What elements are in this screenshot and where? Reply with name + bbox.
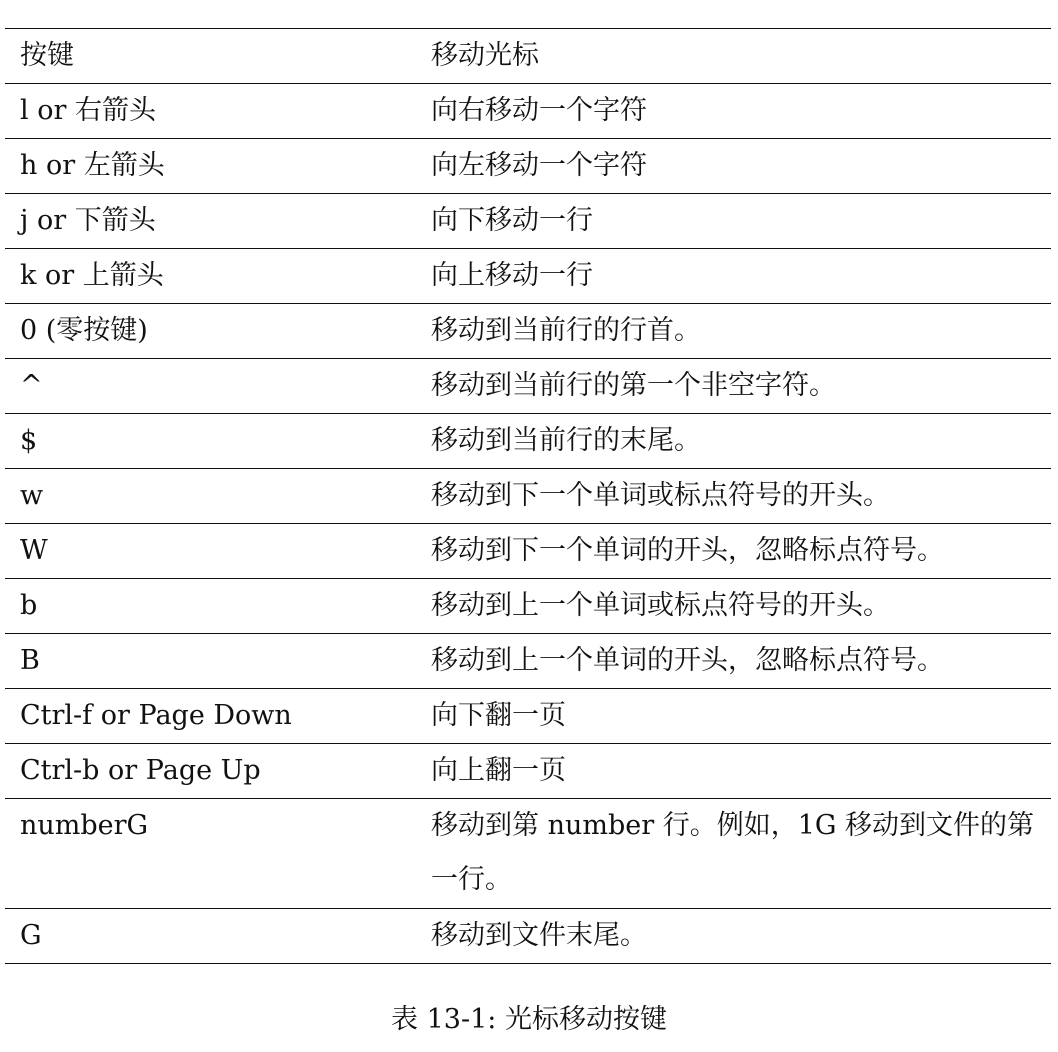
action-cell: 移动到上一个单词或标点符号的开头。 [431,590,890,621]
key-cell: j or 下箭头 [20,205,156,236]
table-row [5,84,1051,139]
action-cell: 向上翻一页 [431,755,566,786]
action-cell: 移动到当前行的第一个非空字符。 [431,370,836,401]
key-cell: $ [20,425,38,456]
key-cell: W [20,535,48,566]
cursor-movement-table [5,28,1051,964]
key-cell: Ctrl-f or Page Down [20,700,292,731]
action-cell: 移动到上一个单词的开头，忽略标点符号。 [431,645,944,676]
table-caption: 表 13-1: 光标移动按键 [391,1004,667,1035]
table-row [5,909,1051,964]
action-cell: 向左移动一个字符 [431,150,647,181]
action-cell: 向下翻一页 [431,700,566,731]
table-row [5,249,1051,304]
action-cell: 移动到下一个单词或标点符号的开头。 [431,480,890,511]
header-action: 移动光标 [431,40,539,71]
key-cell: b [20,590,38,621]
key-cell: k or 上箭头 [20,260,164,291]
table-row [5,799,1051,909]
table-row [5,304,1051,359]
table-row [5,414,1051,469]
key-cell: numberG [20,810,149,841]
table-row [5,359,1051,414]
key-cell: Ctrl-b or Page Up [20,755,261,786]
key-cell: G [20,920,42,951]
key-cell: w [20,480,44,511]
action-cell: 向上移动一行 [431,260,593,291]
table-row [5,744,1051,799]
table-row [5,139,1051,194]
key-cell: ^ [20,370,43,401]
action-cell: 向右移动一个字符 [431,95,647,126]
cursor-movement-table-container [5,28,1051,964]
table-row [5,634,1051,689]
key-cell: h or 左箭头 [20,150,165,181]
action-cell: 移动到下一个单词的开头，忽略标点符号。 [431,535,944,566]
action-cell: 移动到当前行的末尾。 [431,425,701,456]
action-cell: 移动到当前行的行首。 [431,315,701,346]
table-header-row [5,29,1051,84]
action-cell: 移动到文件末尾。 [431,920,647,951]
table-row [5,689,1051,744]
action-cell: 向下移动一行 [431,205,593,236]
action-cell: 移动到第 number 行。例如，1G 移动到文件的第一行。 [431,810,1035,895]
table-row [5,469,1051,524]
key-cell: l or 右箭头 [20,95,156,126]
table-row [5,194,1051,249]
table-row [5,524,1051,579]
table-row [5,579,1051,634]
key-cell: 0 (零按键) [20,315,148,346]
header-key: 按键 [20,40,74,71]
key-cell: B [20,645,40,676]
